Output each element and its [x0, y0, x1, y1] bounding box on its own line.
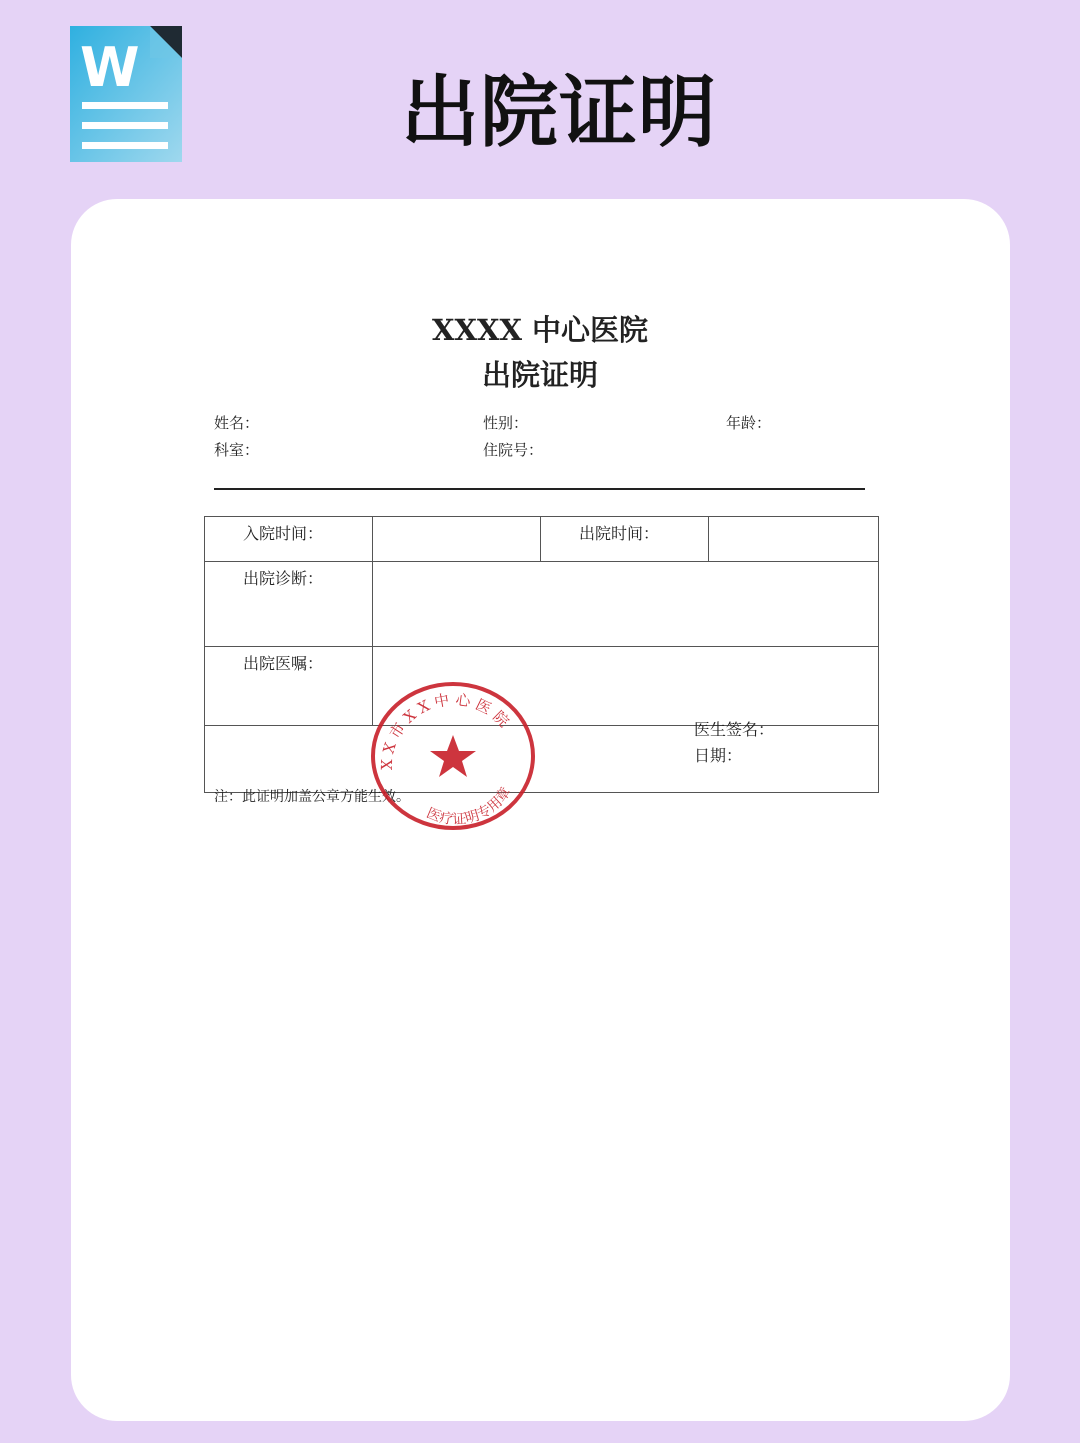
banner-title: 出院证明 [401, 68, 718, 158]
hospital-name: XXXX 中心医院 [431, 313, 649, 347]
name-field-label: 姓名： [214, 414, 260, 432]
official-seal-stamp [368, 678, 538, 834]
header-divider [214, 488, 865, 490]
gender-field-label: 性别： [483, 414, 529, 432]
admission-number-field-label: 住院号： [483, 441, 544, 459]
discharge-form-table [204, 516, 879, 793]
table-row [205, 726, 879, 793]
table-row [205, 647, 879, 726]
seal-ring-text: X X 市 X X 中 心 医 院 [377, 690, 513, 771]
discharge-advice-label: 出院医嘱： [205, 647, 373, 726]
table-row [205, 562, 879, 647]
age-field-label: 年龄： [726, 414, 772, 432]
admission-time-label: 入院时间： [205, 517, 373, 562]
seal-bottom-text: 医疗证明专用章 [424, 784, 515, 829]
department-field-label: 科室： [214, 441, 260, 459]
svg-text:医疗证明专用章 [424, 784, 514, 828]
discharge-diagnosis-value[interactable] [373, 562, 879, 647]
admission-time-value[interactable] [373, 517, 541, 562]
discharge-diagnosis-label: 出院诊断： [205, 562, 373, 647]
doctor-signature-label: 医生签名： [694, 720, 775, 739]
discharge-time-label: 出院时间： [541, 517, 709, 562]
table-row [205, 517, 879, 562]
discharge-time-value[interactable] [709, 517, 879, 562]
date-label: 日期： [694, 746, 743, 765]
banner [0, 0, 1080, 190]
document-title: 出院证明 [481, 358, 598, 392]
svg-text:W: W [80, 36, 140, 99]
word-document-icon [70, 26, 182, 162]
signature-cell [205, 726, 879, 793]
validity-note: 注：此证明加盖公章方能生效。 [214, 789, 410, 805]
